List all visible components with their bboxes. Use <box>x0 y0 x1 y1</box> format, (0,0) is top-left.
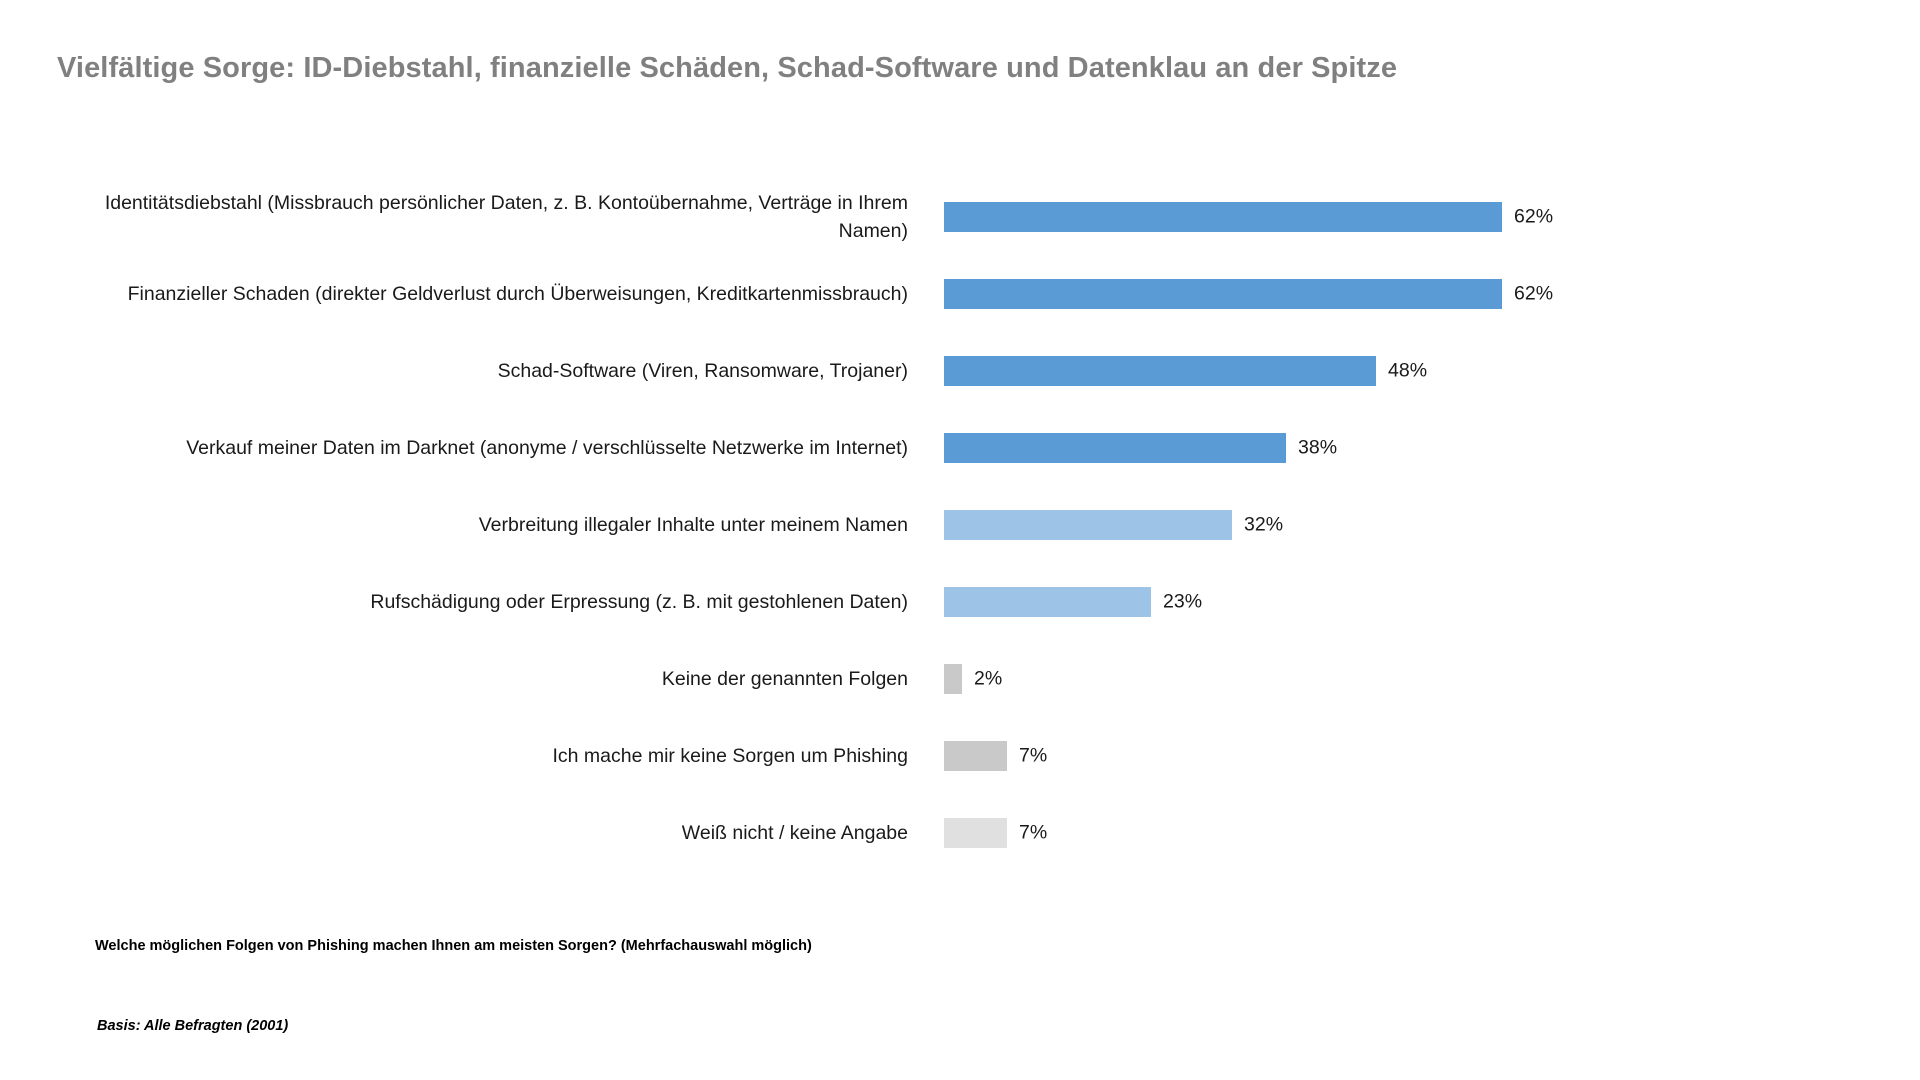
chart-bar-row <box>0 332 1920 409</box>
bar <box>944 587 1151 617</box>
bar-value-label: 48% <box>1388 359 1428 381</box>
bar-category-label: Verkauf meiner Daten im Darknet (anonyme / verschlüsselte Netzwerke im Internet) <box>186 436 908 459</box>
bar-value-label: 7% <box>1019 744 1048 766</box>
bar-value-label: 38% <box>1298 436 1338 458</box>
chart-bar-row <box>0 563 1920 640</box>
bar-track <box>944 664 1844 694</box>
bar-value-label: 23% <box>1163 590 1203 612</box>
bar-value-label: 32% <box>1244 513 1284 535</box>
chart-bar-row <box>0 640 1920 717</box>
bar <box>944 433 1286 463</box>
bar-category-label: Rufschädigung oder Erpressung (z. B. mit gestohlenen Daten) <box>370 590 908 613</box>
bar-track <box>944 202 1844 232</box>
bar-category-label: Identitätsdiebstahl (Missbrauch persönlicher Daten, z. B. Kontoübernahme, Verträge in Ihrem Namen) <box>104 191 908 242</box>
bar-category-label: Keine der genannten Folgen <box>661 667 908 690</box>
chart-bar-row <box>0 717 1920 794</box>
bar <box>944 664 962 694</box>
bar-value-label: 2% <box>974 667 1003 689</box>
bar <box>944 818 1007 848</box>
basis-note: Basis: Alle Befragten (2001) <box>97 1018 289 1034</box>
chart-bar-row <box>0 409 1920 486</box>
bar <box>944 741 1007 771</box>
bar-category-label: Verbreitung illegaler Inhalte unter meinem Namen <box>478 513 908 536</box>
bar-category-label: Finanzieller Schaden (direkter Geldverlust durch Überweisungen, Kreditkartenmissbrauch) <box>127 282 908 305</box>
question-note: Welche möglichen Folgen von Phishing machen Ihnen am meisten Sorgen? (Mehrfachauswahl möglich) <box>95 938 812 954</box>
chart-bar-row <box>0 255 1920 332</box>
bar <box>944 202 1502 232</box>
bar-track <box>944 741 1844 771</box>
bar-track <box>944 587 1844 617</box>
bar-value-label: 7% <box>1019 821 1048 843</box>
bar-chart-plot-area <box>0 178 1920 871</box>
bar-category-label: Ich mache mir keine Sorgen um Phishing <box>552 744 908 767</box>
chart-bar-row <box>0 486 1920 563</box>
bar-track <box>944 510 1844 540</box>
bar <box>944 510 1232 540</box>
bar-track <box>944 279 1844 309</box>
bar-track <box>944 818 1844 848</box>
page-title: Vielfältige Sorge: ID-Diebstahl, finanzielle Schäden, Schad-Software und Datenklau an der Spitze <box>57 52 1398 84</box>
bar-track <box>944 356 1844 386</box>
chart-bar-row <box>0 794 1920 871</box>
bar-category-label: Weiß nicht / keine Angabe <box>681 821 908 844</box>
bar <box>944 356 1376 386</box>
bar-category-label: Schad-Software (Viren, Ransomware, Trojaner) <box>497 359 908 382</box>
bar-value-label: 62% <box>1514 282 1554 304</box>
chart-bar-row <box>0 178 1920 255</box>
bar-value-label: 62% <box>1514 205 1554 227</box>
bar <box>944 279 1502 309</box>
bar-track <box>944 433 1844 463</box>
